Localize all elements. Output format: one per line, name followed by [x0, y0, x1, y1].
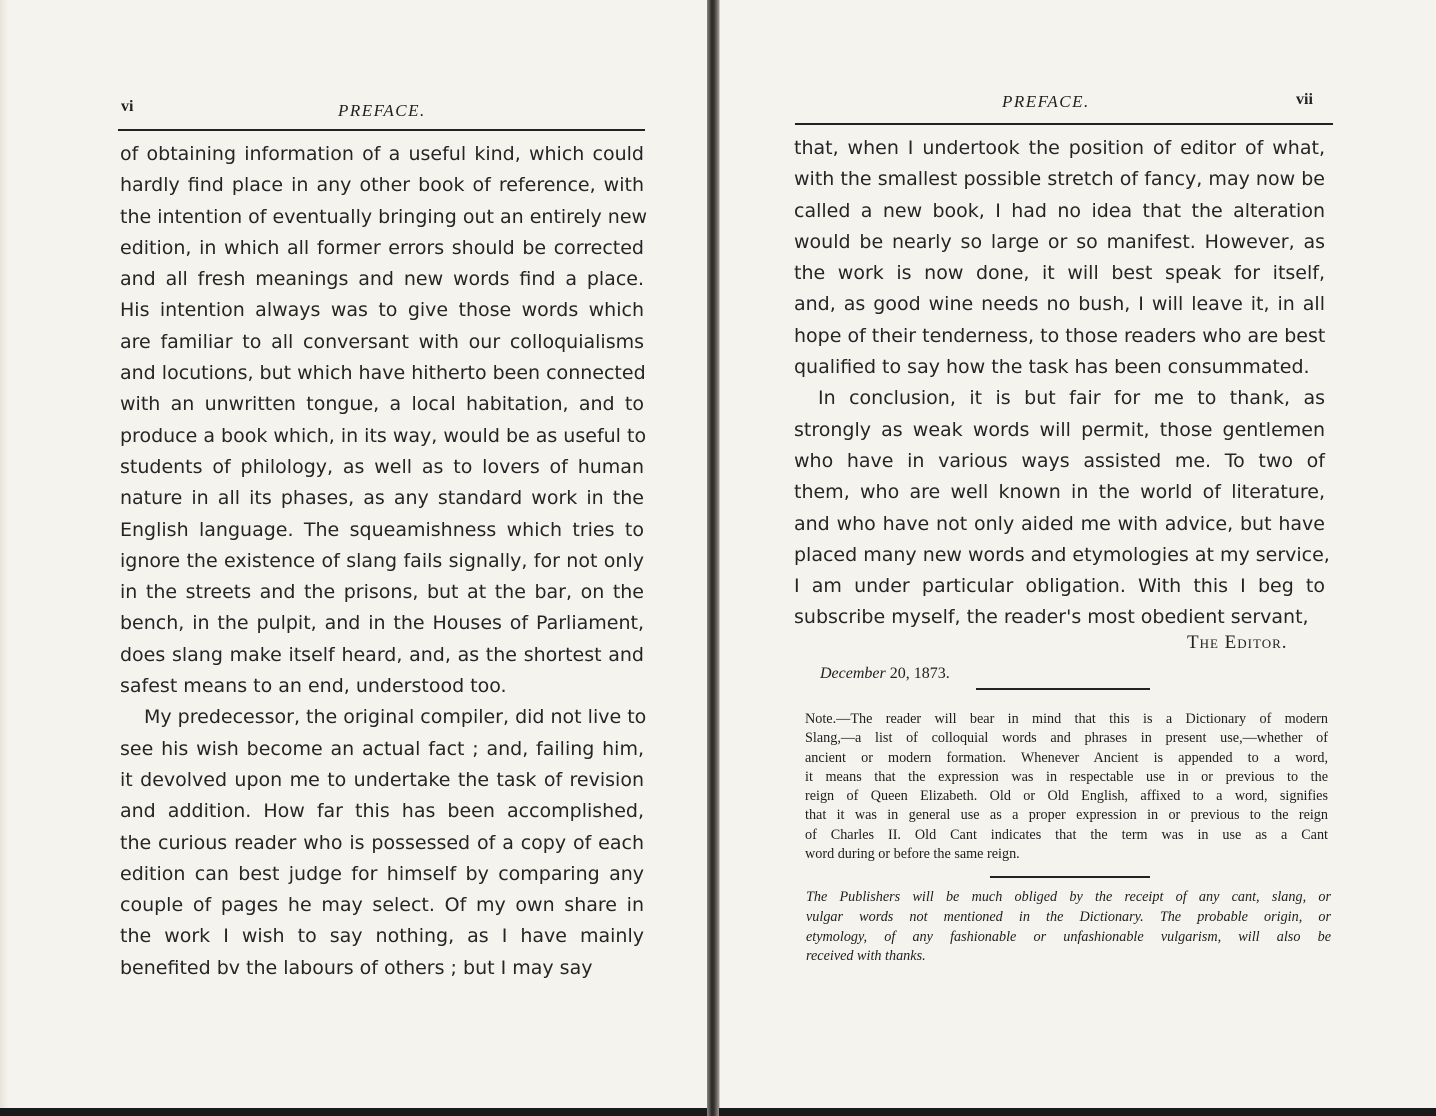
note-line: ancient or modern formation. Whenever Ancient is appended to a word,: [805, 749, 1328, 766]
note-line: Note.—The reader will bear in mind that this is a Dictionary of modern: [805, 711, 1328, 727]
text-line: and locutions, but which have hitherto been connected: [120, 362, 646, 385]
text-line: ignore the existence of slang fails signally, for not only: [120, 549, 644, 572]
text-line: it devolved upon me to undertake the task of revision: [120, 768, 644, 791]
text-line: the work is now done, it will best speak for itself,: [794, 262, 1325, 285]
text-line: His intention always was to give those words which: [120, 299, 644, 322]
text-line: English language. The squeamishness which tries to: [120, 518, 644, 541]
note-line: of Charles II. Old Cant indicates that the term was in use as a Cant: [805, 826, 1328, 843]
text-line: in the streets and the prisons, but at the bar, on the: [120, 581, 644, 604]
text-line: hope of their tenderness, to those readers who are best: [794, 324, 1326, 347]
text-line: the curious reader who is possessed of a copy of each: [120, 831, 644, 854]
text-line: called a new book, I had no idea that the alteration: [794, 199, 1325, 222]
text-line: safest means to an end, understood too.: [120, 675, 507, 698]
date-day-year: 20, 1873.: [885, 665, 950, 682]
left-page: [0, 0, 708, 1108]
text-line: that, when I undertook the position of editor of what,: [794, 137, 1325, 159]
text-line: I am under particular obligation. With this I beg to: [794, 575, 1325, 598]
text-line: are familiar to all conversant with our colloquialisms: [120, 330, 644, 353]
page-edge-shadow: [0, 0, 8, 1108]
text-line: the work I wish to say nothing, as I have mainly: [120, 925, 644, 948]
publishers-line: The Publishers will be much obliged by the receipt of any cant, slang, or: [806, 889, 1331, 905]
text-line: qualified to say how the task has been consummated.: [794, 356, 1310, 379]
header-rule-left: [118, 129, 645, 131]
publishers-notice: [806, 888, 1331, 967]
text-line: does slang make itself heard, and, as the shortest and: [120, 643, 644, 666]
text-line: them, who are well known in the world of literature,: [794, 481, 1325, 504]
header-rule-right: [795, 123, 1333, 125]
text-line: and addition. How far this has been accomplished,: [120, 800, 644, 823]
text-line: strongly as weak words will permit, those gentlemen: [794, 418, 1325, 441]
note-line: Slang,—a list of colloquial words and phrases in present use,—whether of: [805, 730, 1328, 747]
text-line: who have in various ways assisted me. To two of: [794, 449, 1325, 472]
text-line: with an unwritten tongue, a local habitation, and to: [120, 393, 644, 416]
text-line: produce a book which, in its way, would be as useful to: [120, 424, 647, 447]
running-head-right: PREFACE.: [1002, 92, 1090, 111]
text-line: nature in all its phases, as any standard work in the: [120, 487, 644, 510]
publishers-line: vulgar words not mentioned in the Dictionary. The probable origin, or: [806, 908, 1331, 925]
left-body-text: [120, 139, 648, 984]
publishers-line: received with thanks.: [806, 948, 926, 965]
text-line: of obtaining information of a useful kind, which could: [120, 143, 644, 165]
page-number-right: vii: [1296, 91, 1313, 108]
running-head-left: PREFACE.: [338, 101, 426, 120]
text-line: In conclusion, it is but fair for me to thank, as: [818, 387, 1325, 410]
text-line: and all fresh meanings and new words find a place.: [120, 268, 644, 291]
text-line: and who have not only aided me with advice, but have: [794, 512, 1325, 535]
book-gutter: [707, 0, 719, 1116]
text-line: My predecessor, the original compiler, did not live to: [144, 706, 647, 729]
text-line: bench, in the pulpit, and in the Houses of Parliament,: [120, 612, 644, 635]
text-line: benefited bv the labours of others ; but I may say: [120, 956, 593, 979]
note-line: it means that the expression was in respectable use in or previous to the: [805, 768, 1328, 785]
text-line: see his wish become an actual fact ; and, failing him,: [120, 737, 644, 760]
text-line: subscribe myself, the reader's most obedient servant,: [794, 606, 1309, 629]
note-line: reign of Queen Elizabeth. Old or Old English, affixed to a word, signifies: [805, 788, 1328, 805]
note-line: word during or before the same reign.: [805, 846, 1020, 863]
text-line: edition can best judge for himself by comparing any: [120, 862, 644, 885]
note-paragraph: [805, 710, 1328, 864]
publishers-line: etymology, of any fashionable or unfashionable vulgarism, will also be: [806, 928, 1331, 945]
text-line: edition, in which all former errors should be corrected: [120, 236, 644, 259]
short-rule-bottom: [990, 876, 1150, 878]
text-line: students of philology, as well as to lovers of human: [120, 455, 644, 478]
note-line: that it was in general use as a proper expression in or previous to the reign: [805, 807, 1328, 824]
date-line: [820, 665, 950, 683]
text-line: the intention of eventually bringing out an entirely new: [120, 205, 648, 228]
page-number-left: vi: [121, 98, 134, 115]
text-line: with the smallest possible stretch of fancy, may now be: [794, 168, 1325, 191]
text-line: hardly find place in any other book of reference, with: [120, 174, 644, 197]
short-rule-top: [976, 688, 1150, 690]
text-line: would be nearly so large or so manifest. However, as: [794, 230, 1325, 253]
text-line: couple of pages he may select. Of my own share in: [120, 894, 644, 917]
right-body-text: [794, 133, 1330, 634]
text-line: and, as good wine needs no bush, I will leave it, in all: [794, 293, 1325, 316]
signature: The Editor.: [1187, 632, 1288, 653]
date-month: December: [820, 665, 886, 682]
right-page: [719, 0, 1436, 1108]
text-line: placed many new words and etymologies at my service,: [794, 543, 1330, 566]
